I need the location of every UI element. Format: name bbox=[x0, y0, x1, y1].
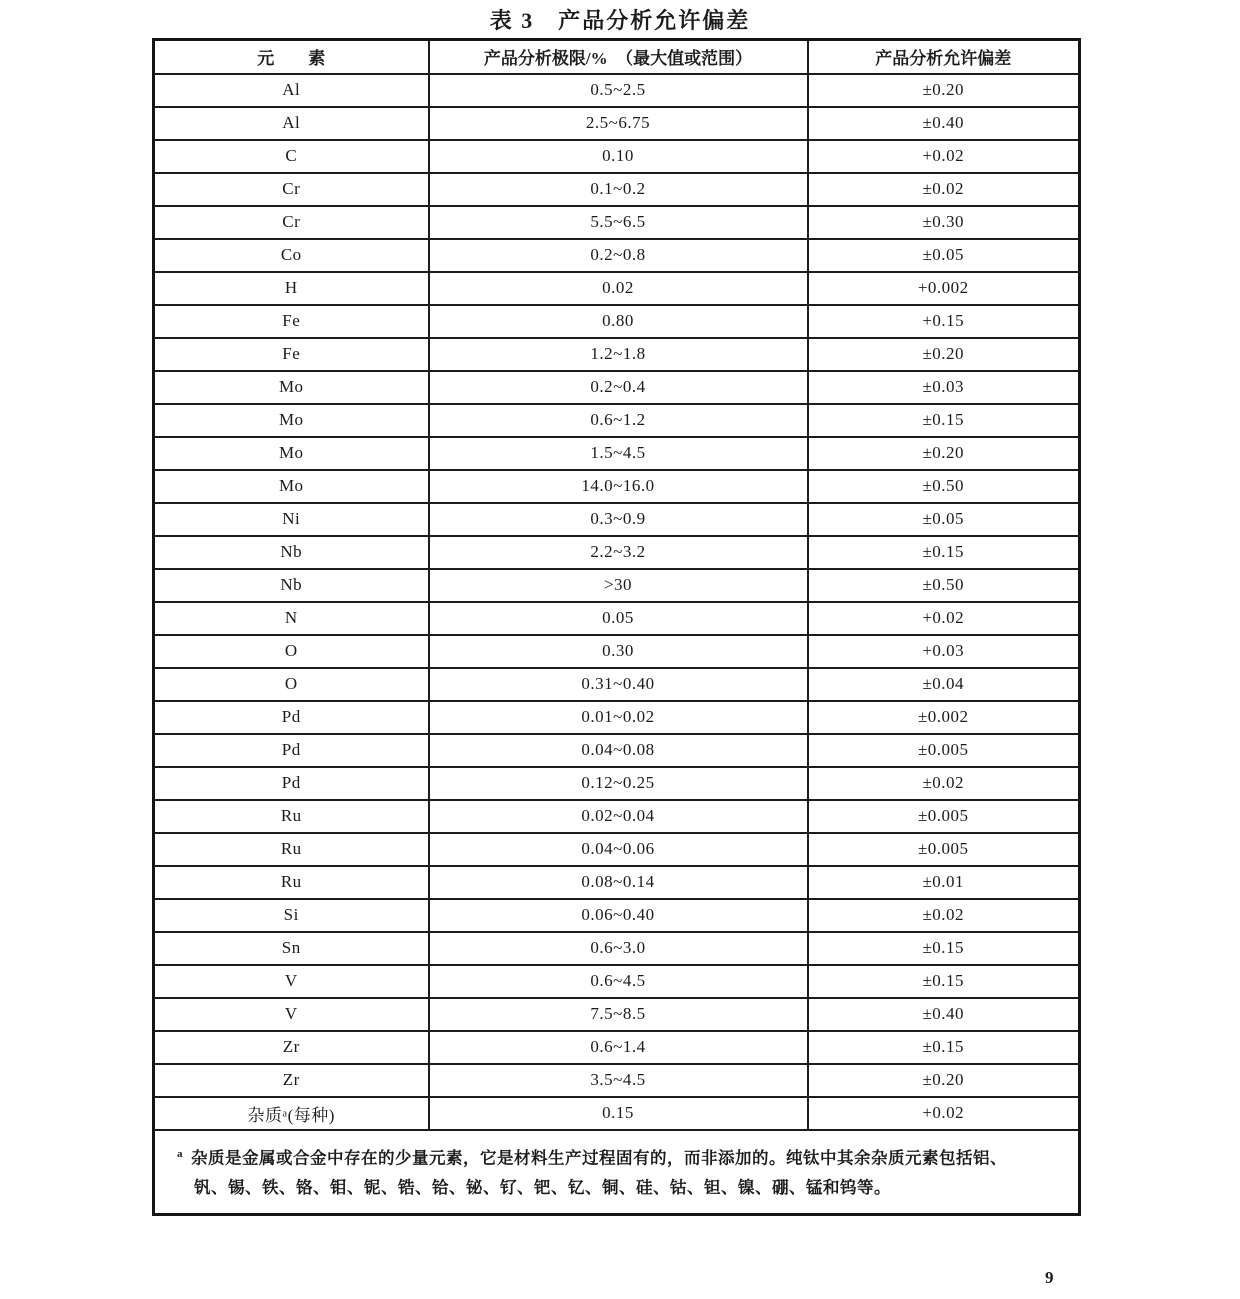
deviation-cell: ±0.15 bbox=[808, 1031, 1080, 1064]
limit-cell: 0.2~0.4 bbox=[429, 371, 808, 404]
limit-cell: 3.5~4.5 bbox=[429, 1064, 808, 1097]
deviation-cell: ±0.005 bbox=[808, 800, 1080, 833]
table-row bbox=[154, 140, 1080, 173]
element-cell: Cr bbox=[154, 206, 429, 239]
table-row bbox=[154, 1097, 1080, 1130]
header-permitted-deviation: 产品分析允许偏差 bbox=[808, 40, 1080, 74]
limit-cell: 0.80 bbox=[429, 305, 808, 338]
limit-cell: 0.6~3.0 bbox=[429, 932, 808, 965]
element-cell: Mo bbox=[154, 470, 429, 503]
deviation-cell: +0.02 bbox=[808, 1097, 1080, 1130]
deviation-cell: ±0.01 bbox=[808, 866, 1080, 899]
element-cell: O bbox=[154, 635, 429, 668]
deviation-cell: ±0.15 bbox=[808, 932, 1080, 965]
deviation-cell: ±0.20 bbox=[808, 1064, 1080, 1097]
deviation-cell: ±0.005 bbox=[808, 833, 1080, 866]
table-row bbox=[154, 767, 1080, 800]
table-row bbox=[154, 107, 1080, 140]
footnote-marker: a bbox=[177, 1147, 183, 1160]
element-cell: Ru bbox=[154, 833, 429, 866]
element-cell: Zr bbox=[154, 1031, 429, 1064]
deviation-cell: ±0.02 bbox=[808, 767, 1080, 800]
footnote-row bbox=[154, 1130, 1080, 1215]
deviation-cell: ±0.20 bbox=[808, 437, 1080, 470]
element-cell: V bbox=[154, 998, 429, 1031]
deviation-cell: +0.02 bbox=[808, 140, 1080, 173]
element-cell: Ru bbox=[154, 800, 429, 833]
deviation-cell: ±0.40 bbox=[808, 998, 1080, 1031]
table-row bbox=[154, 404, 1080, 437]
table-row bbox=[154, 74, 1080, 107]
limit-cell: 0.06~0.40 bbox=[429, 899, 808, 932]
element-cell: Mo bbox=[154, 371, 429, 404]
deviation-cell: ±0.50 bbox=[808, 470, 1080, 503]
limit-cell: 0.10 bbox=[429, 140, 808, 173]
limit-cell: 2.5~6.75 bbox=[429, 107, 808, 140]
table-row bbox=[154, 569, 1080, 602]
element-cell: O bbox=[154, 668, 429, 701]
table-row bbox=[154, 239, 1080, 272]
table-row bbox=[154, 866, 1080, 899]
table-row bbox=[154, 833, 1080, 866]
element-cell: Pd bbox=[154, 701, 429, 734]
table-title: 表 3 产品分析允许偏差 bbox=[489, 8, 751, 33]
deviation-cell: ±0.002 bbox=[808, 701, 1080, 734]
element-cell: Zr bbox=[154, 1064, 429, 1097]
element-cell: Mo bbox=[154, 404, 429, 437]
deviation-cell: ±0.15 bbox=[808, 965, 1080, 998]
footnote-text-1: 杂质是金属或合金中存在的少量元素，它是材料生产过程固有的，而非添加的。纯钛中其余杂质元素包括铝、 bbox=[191, 1148, 1007, 1167]
element-cell: H bbox=[154, 272, 429, 305]
limit-cell: 2.2~3.2 bbox=[429, 536, 808, 569]
deviation-cell: ±0.20 bbox=[808, 338, 1080, 371]
limit-cell: 14.0~16.0 bbox=[429, 470, 808, 503]
limit-cell: 1.2~1.8 bbox=[429, 338, 808, 371]
deviation-cell: +0.02 bbox=[808, 602, 1080, 635]
table-row bbox=[154, 899, 1080, 932]
deviation-cell: ±0.15 bbox=[808, 404, 1080, 437]
element-cell: Cr bbox=[154, 173, 429, 206]
table-row bbox=[154, 800, 1080, 833]
table-row bbox=[154, 173, 1080, 206]
table-body bbox=[154, 74, 1080, 1130]
limit-cell: 7.5~8.5 bbox=[429, 998, 808, 1031]
table-row bbox=[154, 602, 1080, 635]
limit-cell: 0.12~0.25 bbox=[429, 767, 808, 800]
footnote-line-1 bbox=[177, 1139, 1064, 1174]
table-row bbox=[154, 734, 1080, 767]
deviation-cell: ±0.15 bbox=[808, 536, 1080, 569]
table-row bbox=[154, 1064, 1080, 1097]
page-number: 9 bbox=[1045, 1268, 1054, 1287]
limit-cell: 5.5~6.5 bbox=[429, 206, 808, 239]
deviation-cell: +0.002 bbox=[808, 272, 1080, 305]
deviation-cell: ±0.20 bbox=[808, 74, 1080, 107]
table-header-row bbox=[154, 40, 1080, 74]
limit-cell: 0.5~2.5 bbox=[429, 74, 808, 107]
table-row bbox=[154, 206, 1080, 239]
element-cell: N bbox=[154, 602, 429, 635]
deviation-cell: ±0.005 bbox=[808, 734, 1080, 767]
footnote-line-2: 钒、锡、铁、铬、钼、铌、锆、铪、铋、钌、钯、钇、铜、硅、钴、钽、镍、硼、锰和钨等。 bbox=[194, 1178, 891, 1197]
limit-cell: 0.01~0.02 bbox=[429, 701, 808, 734]
limit-cell: 0.6~1.4 bbox=[429, 1031, 808, 1064]
limit-cell: 0.6~1.2 bbox=[429, 404, 808, 437]
header-analysis-limit: 产品分析极限/% （最大值或范围） bbox=[429, 40, 808, 74]
table-row bbox=[154, 338, 1080, 371]
table-row bbox=[154, 965, 1080, 998]
footnote-cell bbox=[154, 1130, 1080, 1215]
element-cell: Si bbox=[154, 899, 429, 932]
table-row bbox=[154, 437, 1080, 470]
limit-cell: 0.31~0.40 bbox=[429, 668, 808, 701]
limit-cell: 0.04~0.06 bbox=[429, 833, 808, 866]
limit-cell: 0.02~0.04 bbox=[429, 800, 808, 833]
table-row bbox=[154, 371, 1080, 404]
table-row bbox=[154, 536, 1080, 569]
element-cell: Co bbox=[154, 239, 429, 272]
element-cell: Al bbox=[154, 74, 429, 107]
limit-cell: 0.04~0.08 bbox=[429, 734, 808, 767]
element-cell: Ni bbox=[154, 503, 429, 536]
element-cell: Pd bbox=[154, 734, 429, 767]
deviation-cell: ±0.30 bbox=[808, 206, 1080, 239]
deviation-cell: +0.15 bbox=[808, 305, 1080, 338]
limit-cell: 1.5~4.5 bbox=[429, 437, 808, 470]
limit-cell: 0.05 bbox=[429, 602, 808, 635]
deviation-cell: ±0.03 bbox=[808, 371, 1080, 404]
deviation-cell: ±0.02 bbox=[808, 899, 1080, 932]
limit-cell: 0.6~4.5 bbox=[429, 965, 808, 998]
limit-cell: 0.2~0.8 bbox=[429, 239, 808, 272]
table-row bbox=[154, 1031, 1080, 1064]
element-cell: Pd bbox=[154, 767, 429, 800]
limit-cell: 0.02 bbox=[429, 272, 808, 305]
deviation-cell: ±0.40 bbox=[808, 107, 1080, 140]
element-cell: Nb bbox=[154, 536, 429, 569]
table-row bbox=[154, 470, 1080, 503]
deviation-cell: ±0.50 bbox=[808, 569, 1080, 602]
table-row bbox=[154, 272, 1080, 305]
element-cell: 杂质ᵃ(每种) bbox=[154, 1097, 429, 1130]
table-row bbox=[154, 998, 1080, 1031]
limit-cell: 0.1~0.2 bbox=[429, 173, 808, 206]
table-row bbox=[154, 503, 1080, 536]
element-cell: Nb bbox=[154, 569, 429, 602]
table-row bbox=[154, 932, 1080, 965]
analysis-deviation-table bbox=[152, 38, 1081, 1216]
element-cell: Sn bbox=[154, 932, 429, 965]
table-row bbox=[154, 701, 1080, 734]
element-cell: C bbox=[154, 140, 429, 173]
deviation-cell: ±0.05 bbox=[808, 503, 1080, 536]
limit-cell: 0.15 bbox=[429, 1097, 808, 1130]
table-row bbox=[154, 635, 1080, 668]
header-element: 元 素 bbox=[154, 40, 429, 74]
element-cell: Fe bbox=[154, 305, 429, 338]
limit-cell: >30 bbox=[429, 569, 808, 602]
limit-cell: 0.30 bbox=[429, 635, 808, 668]
limit-cell: 0.3~0.9 bbox=[429, 503, 808, 536]
element-cell: Mo bbox=[154, 437, 429, 470]
table-row bbox=[154, 668, 1080, 701]
deviation-cell: ±0.04 bbox=[808, 668, 1080, 701]
element-cell: Al bbox=[154, 107, 429, 140]
element-cell: Ru bbox=[154, 866, 429, 899]
table-footnote-section bbox=[154, 1130, 1080, 1215]
deviation-cell: +0.03 bbox=[808, 635, 1080, 668]
element-cell: Fe bbox=[154, 338, 429, 371]
deviation-cell: ±0.02 bbox=[808, 173, 1080, 206]
limit-cell: 0.08~0.14 bbox=[429, 866, 808, 899]
element-cell: V bbox=[154, 965, 429, 998]
deviation-cell: ±0.05 bbox=[808, 239, 1080, 272]
table-row bbox=[154, 305, 1080, 338]
